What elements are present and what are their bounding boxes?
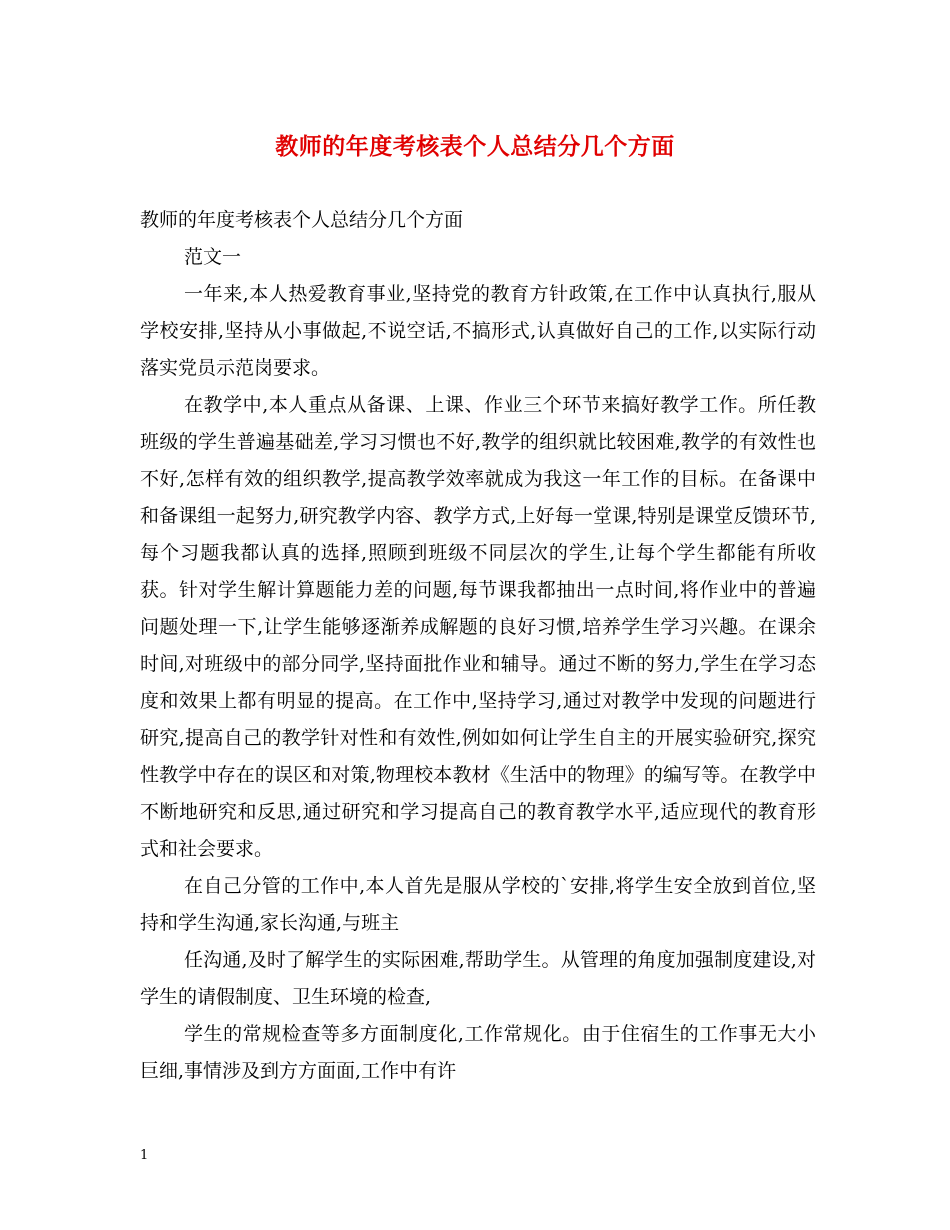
body-heading: 教师的年度考核表个人总结分几个方面 <box>140 209 464 231</box>
paragraph-1: 一年来,本人热爱教育事业,坚持党的教育方针政策,在工作中认真执行,服从学校安排,坚持从小事做起,不说空话,不搞形式,认真做好自己的工作,以实际行动落实党员示范岗要求。 <box>140 283 816 379</box>
document-title: 教师的年度考核表个人总结分几个方面 <box>275 133 675 160</box>
paragraph-3: 在自己分管的工作中,本人首先是服从学校的`安排,将学生安全放到首位,坚持和学生沟通,家长沟通,与班主 <box>140 875 816 934</box>
section-label: 范文一 <box>184 246 242 268</box>
document-body <box>140 202 816 1090</box>
paragraph-2: 在教学中,本人重点从备课、上课、作业三个环节来搞好教学工作。所任教班级的学生普遍基础差,学习习惯也不好,教学的组织就比较困难,教学的有效性也不好,怎样有效的组织教学,提高教学效率就成为我这一年工作的目标。在备课中和备课组一起努力,研究教学内容、教学方式,上好每一堂课,特别是课堂反馈环节,每个习题我都认真的选择,照顾到班级不同层次的学生,让每个学生都能有所收获。针对学生解计算题能力差的问题,每节课我都抽出一点时间,将作业中的普遍问题处理一下,让学生能够逐渐养成解题的良好习惯,培养学生学习兴趣。在课余时间,对班级中的部分同学,坚持面批作业和辅导。通过不断的努力,学生在学习态度和效果上都有明显的提高。在工作中,坚持学习,通过对教学中发现的问题进行研究,提高自己的教学针对性和有效性,例如如何让学生自主的开展实验研究,探究性教学中存在的误区和对策,物理校本教材《生活中的物理》的编写等。在教学中不断地研究和反思,通过研究和学习提高自己的教育教学水平,适应现代的教育形式和社会要求。 <box>140 394 816 860</box>
page-number: 1 <box>140 1148 149 1163</box>
paragraph-4: 任沟通,及时了解学生的实际困难,帮助学生。从管理的角度加强制度建设,对学生的请假制度、卫生环境的检查, <box>140 949 816 1008</box>
paragraph-5: 学生的常规检查等多方面制度化,工作常规化。由于住宿生的工作事无大小巨细,事情涉及到方方面面,工作中有许 <box>140 1023 816 1082</box>
